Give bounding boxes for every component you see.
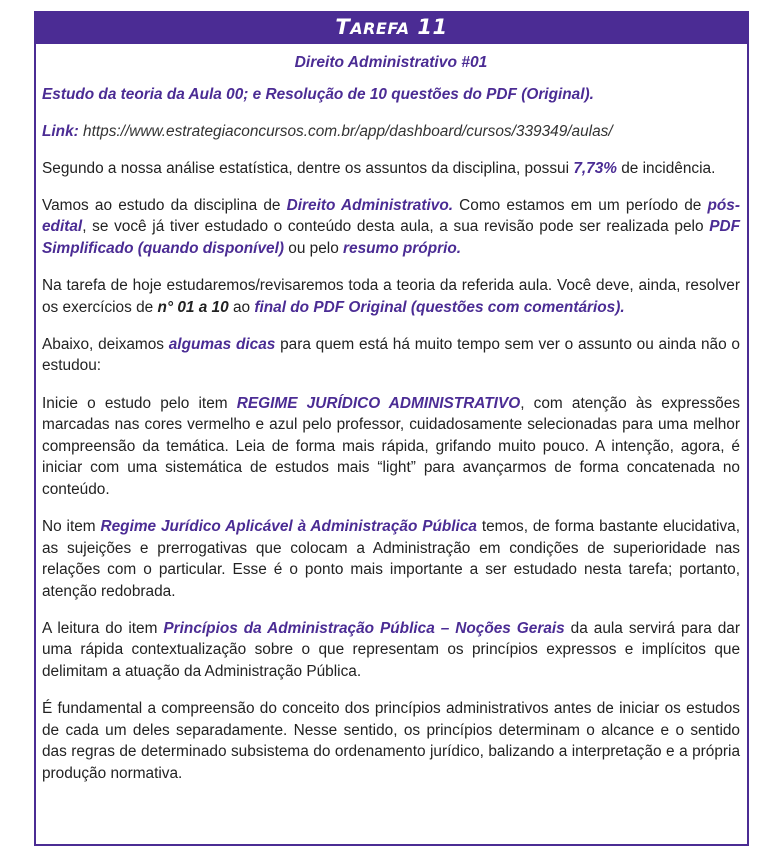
body-text: da aula servirá para dar uma rápida contextualização sobre o que representam os princípios expressos e implícitos que delimitam a atuação da Administração Pública. <box>42 619 740 681</box>
highlight-text: 7,73% <box>573 159 617 177</box>
body-text: , se você já tiver estudado o conteúdo desta aula, a sua revisão pode ser realizada pelo <box>82 218 710 236</box>
task-header <box>34 11 749 44</box>
highlight-text: REGIME JURÍDICO ADMINISTRATIVO <box>236 394 521 412</box>
body-text: Vamos ao estudo da disciplina de <box>42 196 287 214</box>
paragraph <box>42 618 740 683</box>
paragraph <box>42 158 740 180</box>
highlight-text: pós-edital <box>42 196 740 236</box>
highlight-text: final do PDF Original (questões com comentários). <box>254 298 625 316</box>
highlight-text: PDF Simplificado (quando disponível) <box>42 218 740 258</box>
body-text: temos, de forma bastante elucidativa, as sujeições e prerrogativas que colocam a Administração em condições de superioridade nas relações com o particular. Esse é o ponto mais importante a ser estudado nesta tarefa; portanto, atenção redobrada. <box>42 518 740 600</box>
course-link[interactable]: https://www.estrategiaconcursos.com.br/app/dashboard/cursos/339349/aulas/ <box>78 122 613 140</box>
task-title-first-letter: T <box>335 15 351 39</box>
highlight-text: resumo próprio. <box>343 240 462 258</box>
paragraph <box>42 195 740 260</box>
paragraph <box>42 334 740 377</box>
bold-text: n° 01 a 10 <box>157 298 229 316</box>
highlight-text: Regime Jurídico Aplicável à Administração Pública <box>100 518 477 535</box>
body-text: Segundo a nossa análise estatística, dentre os assuntos da disciplina, possui <box>42 159 574 177</box>
body-text: de incidência. <box>616 159 716 177</box>
paragraph-list <box>42 84 740 785</box>
body-text: No item <box>42 518 101 535</box>
body-text: Abaixo, deixamos <box>42 335 169 353</box>
task-title-rest: AREFA <box>350 19 410 38</box>
highlight-text: algumas dicas <box>168 335 276 353</box>
body-text: É fundamental a compreensão do conceito dos princípios administrativos antes de iniciar os estudos de cada um deles separadamente. Nesse sentido, os princípios determinam o alcance e o sentido das regras de determinado subsistema do ordenamento jurídico, balizando a interpretação e a própria produção normativa. <box>42 700 740 782</box>
paragraph <box>42 275 740 318</box>
paragraph <box>42 516 740 602</box>
paragraph <box>42 393 740 501</box>
paragraph <box>42 698 740 784</box>
body-text: Na tarefa de hoje estudaremos/revisaremos toda a teoria da referida aula. Você deve, ainda, resolver os exercícios de <box>42 277 740 316</box>
task-number: 11 <box>417 15 448 39</box>
body-text: ou pelo <box>283 240 344 258</box>
task-content <box>42 52 740 800</box>
highlight-text: Estudo da teoria da Aula 00; e Resolução de 10 questões do PDF (Original). <box>42 85 594 103</box>
body-text: Inicie o estudo pelo item <box>42 394 237 412</box>
highlight-text: Link: <box>42 122 79 140</box>
body-text: para quem está há muito tempo sem ver o assunto ou ainda não o estudou: <box>42 335 740 375</box>
body-text: ao <box>228 298 255 316</box>
highlight-text: Princípios da Administração Pública – Noções Gerais <box>163 619 565 637</box>
paragraph <box>42 121 740 143</box>
highlight-text: Direito Administrativo. <box>286 196 454 214</box>
body-text: A leitura do item <box>42 619 164 637</box>
paragraph <box>42 84 740 106</box>
subject-title: Direito Administrativo #01 <box>294 54 488 71</box>
body-text: Como estamos em um período de <box>453 196 708 214</box>
body-text: , com atenção às expressões marcadas nas cores vermelho e azul pelo professor, cuidadosamente selecionadas para uma melhor compreensão da temática. Leia de forma mais rápida, grifando muito pouco. A intenção, agora, é iniciar com uma sistemática de estudos mais “light” para avançarmos de forma concatenada no conteúdo. <box>42 394 740 498</box>
